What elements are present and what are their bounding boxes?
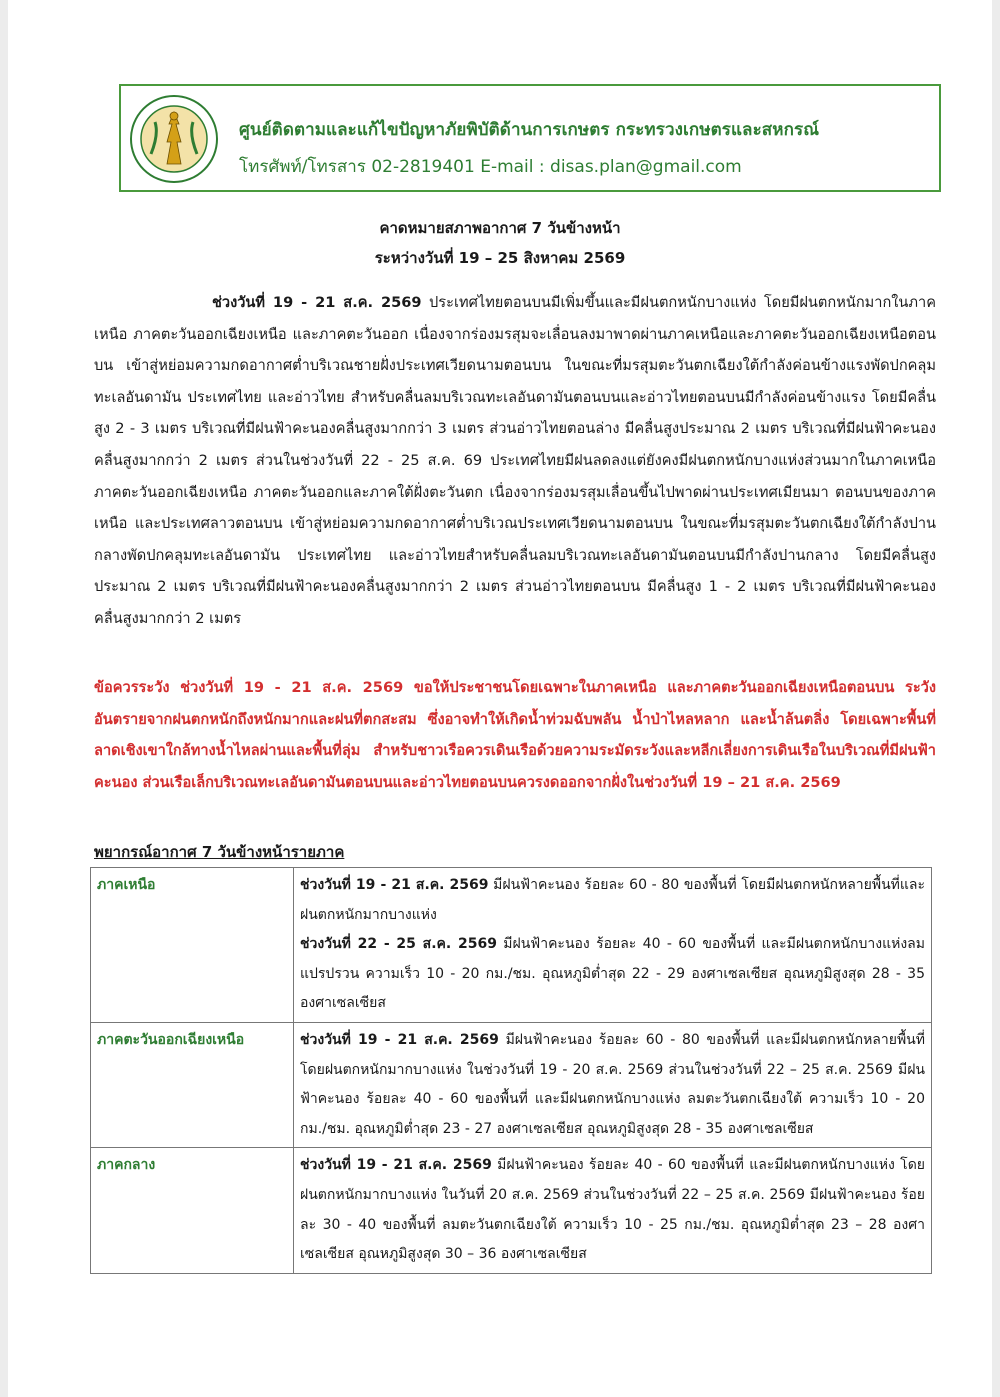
regional-forecast-table	[90, 867, 932, 1274]
forecast-period-body: มีฝนฟ้าคะนอง ร้อยละ 40 - 60 ของพื้นที่ และมีฝนตกหนักบางแห่ง โดยฝนตกหนักมากบางแห่ง ในวันที่ 20 ส.ค. 2569 ส่วนในช่วงวันที่ 22 – 25 ส.ค. 2569 มีฝนฟ้าคะนอง ร้อยละ 30 - 40 ของพื้นที่ ลมตะวันตกเฉียงใต้ ความเร็ว 10 - 25 กม./ชม. อุณหภูมิต่ำสุด 23 – 28 องศาเซลเซียส อุณหภูมิสูงสุด 30 – 36 องศาเซลเซียส	[300, 1157, 925, 1263]
region-forecast	[294, 1022, 932, 1147]
document-page	[8, 0, 992, 1397]
header-banner	[119, 84, 941, 192]
forecast-section-title: พยากรณ์อากาศ 7 วันข้างหน้ารายภาค	[94, 843, 345, 861]
document-title: คาดหมายสภาพอากาศ 7 วันข้างหน้า	[379, 219, 621, 237]
forecast-period-lead: ช่วงวันที่ 19 - 21 ส.ค. 2569	[300, 1157, 492, 1174]
forecast-period-lead: ช่วงวันที่ 19 - 21 ส.ค. 2569	[300, 1031, 499, 1048]
summary-lead: ช่วงวันที่ 19 - 21 ส.ค. 2569	[212, 294, 422, 311]
region-forecast	[294, 1148, 932, 1273]
table-row	[91, 1148, 932, 1273]
region-name: ภาคเหนือ	[91, 868, 294, 1023]
contact-info: โทรศัพท์/โทรสาร 02-2819401 E-mail : disas.plan@gmail.com	[239, 157, 742, 177]
forecast-period-body: มีฝนฟ้าคะนอง ร้อยละ 60 - 80 ของพื้นที่ โดยมีฝนตกหนักหลายพื้นที่และฝนตกหนักมากบางแห่ง	[300, 877, 925, 923]
document-date-range: ระหว่างวันที่ 19 – 25 สิงหาคม 2569	[374, 249, 626, 267]
forecast-period-lead: ช่วงวันที่ 19 - 21 ส.ค. 2569	[300, 877, 489, 893]
forecast-period-body: มีฝนฟ้าคะนอง ร้อยละ 40 - 60 ของพื้นที่ และมีฝนตกหนักบางแห่งลมแปรปรวน ความเร็ว 10 - 20 กม./ชม. อุณหภูมิต่ำสุด 22 - 29 องศาเซลเซียส อุณหภูมิสูงสุด 28 - 35 องศาเซลเซียส	[300, 936, 925, 1012]
region-forecast	[294, 868, 932, 1023]
ministry-seal-icon	[129, 94, 219, 184]
region-name: ภาคกลาง	[91, 1148, 294, 1273]
summary-paragraph	[94, 287, 936, 635]
region-name: ภาคตะวันออกเฉียงเหนือ	[91, 1022, 294, 1147]
forecast-period-body: มีฝนฟ้าคะนอง ร้อยละ 60 - 80 ของพื้นที่ และมีฝนตกหนักหลายพื้นที่ โดยฝนตกหนักมากบางแห่ง ในช่วงวันที่ 19 - 20 ส.ค. 2569 ส่วนในช่วงวันที่ 22 – 25 ส.ค. 2569 มีฝนฟ้าคะนอง ร้อยละ 40 - 60 ของพื้นที่ และมีฝนตกหนักบางแห่ง ลมตะวันตกเฉียงใต้ ความเร็ว 10 - 20 กม./ชม. อุณหภูมิต่ำสุด 23 - 27 องศาเซลเซียส อุณหภูมิสูงสุด 28 - 35 องศาเซลเซียส	[300, 1031, 925, 1137]
summary-body: ประเทศไทยตอนบนมีเพิ่มขึ้นและมีฝนตกหนักบางแห่ง โดยมีฝนตกหนักมากในภาคเหนือ ภาคตะวันออกเฉียงเหนือ และภาคตะวันออก เนื่องจากร่องมรสุมจะเลื่อนลงมาพาดผ่านภาคเหนือและภาคตะวันออกเฉียงเหนือตอนบน เข้าสู่หย่อมความกดอากาศต่ำบริเวณชายฝั่งประเทศเวียดนามตอนบน ในขณะที่มรสุมตะวันตกเฉียงใต้กำลังค่อนข้างแรงพัดปกคลุมทะเลอันดามัน ประเทศไทย และอ่าวไทย สำหรับคลื่นลมบริเวณทะเลอันดามันตอนบนและอ่าวไทยตอนบนมีกำลังค่อนข้างแรง โดยมีคลื่นสูง 2 - 3 เมตร บริเวณที่มีฝนฟ้าคะนองคลื่นสูงมากกว่า 3 เมตร ส่วนอ่าวไทยตอนล่าง มีคลื่นสูงประมาณ 2 เมตร บริเวณที่มีฝนฟ้าคะนองคลื่นสูงมากกว่า 2 เมตร ส่วนในช่วงวันที่ 22 - 25 ส.ค. 69 ประเทศไทยมีฝนลดลงแต่ยังคงมีฝนตกหนักบางแห่งส่วนมากในภาคเหนือ ภาคตะวันออกเฉียงเหนือ ภาคตะวันออกและภาคใต้ฝั่งตะวันตก เนื่องจากร่องมรสุมเลื่อนขึ้นไปพาดผ่านประเทศเมียนมา ตอนบนของภาคเหนือ และประเทศลาวตอนบน เข้าสู่หย่อมความกดอากาศต่ำบริเวณประเทศเวียดนามตอนบน ในขณะที่มรสุมตะวันตกเฉียงใต้กำลังปานกลางพัดปกคลุมทะเลอันดามัน ประเทศไทย และอ่าวไทยสำหรับคลื่นลมบริเวณทะเลอันดามันตอนบนมีกำลังปานกลาง โดยมีคลื่นสูงประมาณ 2 เมตร บริเวณที่มีฝนฟ้าคะนองคลื่นสูงมากกว่า 2 เมตร ส่วนอ่าวไทยตอนบน มีคลื่นสูง 1 - 2 เมตร บริเวณที่มีฝนฟ้าคะนองคลื่นสูงมากกว่า 2 เมตร	[94, 294, 936, 627]
table-row	[91, 1022, 932, 1147]
table-row	[91, 868, 932, 1023]
warning-text: ข้อควรระวัง ช่วงวันที่ 19 - 21 ส.ค. 2569 ขอให้ประชาชนโดยเฉพาะในภาคเหนือ และภาคตะวันออกเฉียงเหนือตอนบน ระวังอันตรายจากฝนตกหนักถึงหนักมากและฝนที่ตกสะสม ซึ่งอาจทำให้เกิดน้ำท่วมฉับพลัน น้ำป่าไหลหลาก และน้ำล้นตลิ่ง โดยเฉพาะพื้นที่ลาดเชิงเขาใกล้ทางน้ำไหลผ่านและพื้นที่ลุ่ม สำหรับชาวเรือควรเดินเรือด้วยความระมัดระวังและหลีกเลี่ยงการเดินเรือในบริเวณที่มีฝนฟ้าคะนอง ส่วนเรือเล็กบริเวณทะเลอันดามันตอนบนและอ่าวไทยตอนบนควรงดออกจากฝั่งในช่วงวันที่ 19 – 21 ส.ค. 2569	[94, 679, 936, 791]
forecast-period-lead: ช่วงวันที่ 22 - 25 ส.ค. 2569	[300, 936, 497, 953]
organization-name: ศูนย์ติดตามและแก้ไขปัญหาภัยพิบัติด้านการเกษตร กระทรวงเกษตรและสหกรณ์	[239, 120, 820, 140]
warning-paragraph	[94, 672, 936, 798]
